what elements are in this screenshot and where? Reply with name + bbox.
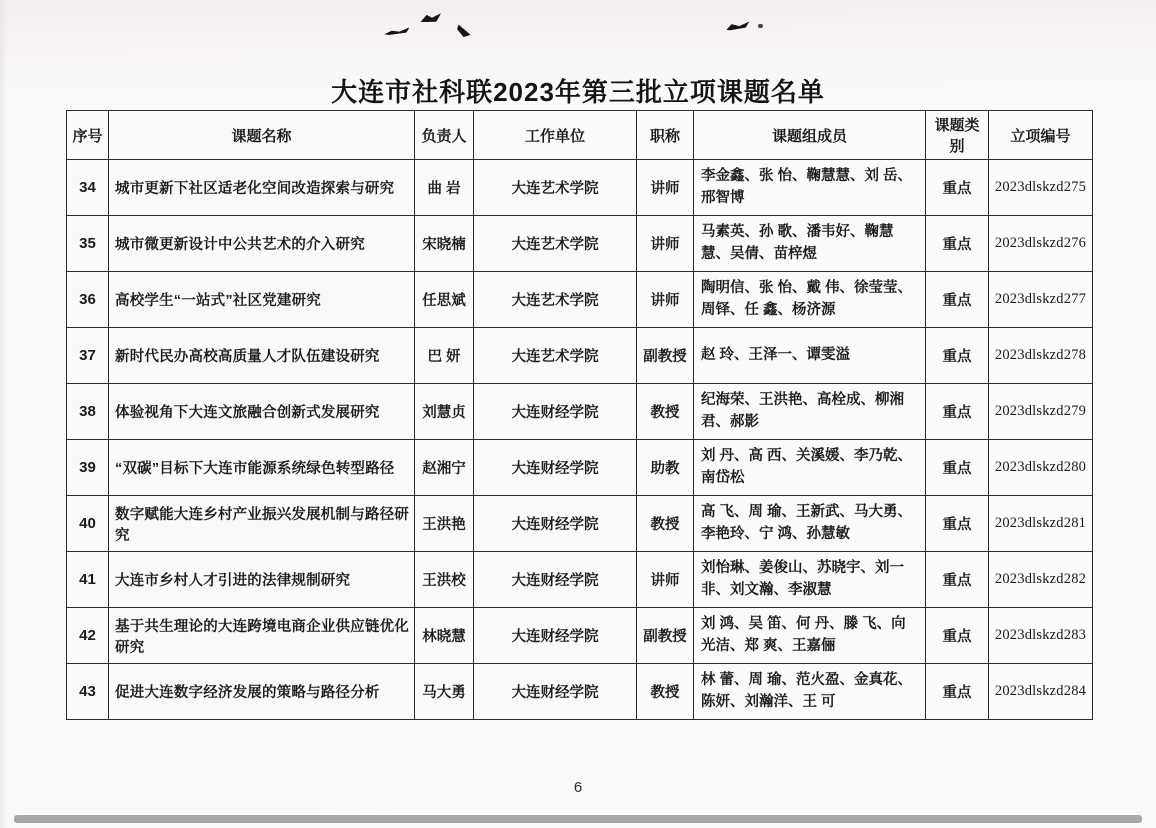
cell-rank: 讲师 (637, 552, 694, 608)
cell-members: 陶明信、张 怡、戴 伟、徐莹莹、周铎、任 鑫、杨济源 (694, 272, 926, 328)
cell-category: 重点 (926, 496, 989, 552)
cell-category: 重点 (926, 384, 989, 440)
header-code: 立项编号 (989, 111, 1093, 160)
cell-project-name: 数字赋能大连乡村产业振兴发展机制与路径研究 (109, 496, 415, 552)
ink-mark (758, 24, 763, 28)
cell-serial: 36 (67, 272, 109, 328)
cell-code: 2023dlskzd282 (989, 552, 1093, 608)
cell-members: 纪海荣、王洪艳、高栓成、柳湘君、郝影 (694, 384, 926, 440)
cell-serial: 35 (67, 216, 109, 272)
projects-table (66, 110, 1093, 720)
cell-leader: 马大勇 (415, 664, 474, 720)
cell-rank: 副教授 (637, 608, 694, 664)
cell-rank: 教授 (637, 384, 694, 440)
cell-serial: 34 (67, 160, 109, 216)
cell-code: 2023dlskzd278 (989, 328, 1093, 384)
cell-code: 2023dlskzd279 (989, 384, 1093, 440)
cell-category: 重点 (926, 216, 989, 272)
cell-code: 2023dlskzd277 (989, 272, 1093, 328)
cell-category: 重点 (926, 328, 989, 384)
cell-members: 刘 丹、高 西、关溪媛、李乃乾、南岱松 (694, 440, 926, 496)
table-row (67, 664, 1093, 720)
header-serial: 序号 (67, 111, 109, 160)
cell-rank: 助教 (637, 440, 694, 496)
table-row (67, 384, 1093, 440)
cell-members: 李金鑫、张 怡、鞠慧慧、刘 岳、邢智博 (694, 160, 926, 216)
cell-rank: 讲师 (637, 272, 694, 328)
table-row (67, 160, 1093, 216)
cell-members: 刘 鸿、吴 笛、何 丹、滕 飞、向光洁、郑 爽、王嘉俪 (694, 608, 926, 664)
header-leader: 负责人 (415, 111, 474, 160)
cell-work-unit: 大连财经学院 (474, 552, 637, 608)
table-row (67, 440, 1093, 496)
cell-work-unit: 大连艺术学院 (474, 272, 637, 328)
cell-rank: 讲师 (637, 216, 694, 272)
cell-code: 2023dlskzd283 (989, 608, 1093, 664)
cell-code: 2023dlskzd275 (989, 160, 1093, 216)
cell-work-unit: 大连财经学院 (474, 440, 637, 496)
cell-category: 重点 (926, 440, 989, 496)
cell-serial: 43 (67, 664, 109, 720)
header-rank: 职称 (637, 111, 694, 160)
cell-category: 重点 (926, 272, 989, 328)
cell-category: 重点 (926, 552, 989, 608)
cell-members: 赵 玲、王泽一、谭雯溢 (694, 328, 926, 384)
table-header-row (67, 111, 1093, 160)
cell-work-unit: 大连艺术学院 (474, 328, 637, 384)
cell-project-name: 新时代民办高校高质量人才队伍建设研究 (109, 328, 415, 384)
cell-code: 2023dlskzd280 (989, 440, 1093, 496)
cell-serial: 40 (67, 496, 109, 552)
cell-members: 刘怡琳、姜俊山、苏晓宇、刘一非、刘文瀚、李淑慧 (694, 552, 926, 608)
cell-work-unit: 大连财经学院 (474, 496, 637, 552)
table-row (67, 216, 1093, 272)
cell-project-name: 基于共生理论的大连跨境电商企业供应链优化研究 (109, 608, 415, 664)
cell-category: 重点 (926, 160, 989, 216)
cell-members: 高 飞、周 瑜、王新武、马大勇、李艳玲、宁 鸿、孙慧敏 (694, 496, 926, 552)
cell-leader: 王洪校 (415, 552, 474, 608)
page-number: 6 (573, 779, 583, 796)
cell-project-name: 促进大连数字经济发展的策略与路径分析 (109, 664, 415, 720)
cell-leader: 曲 岩 (415, 160, 474, 216)
cell-rank: 讲师 (637, 160, 694, 216)
cell-leader: 宋晓楠 (415, 216, 474, 272)
cell-leader: 王洪艳 (415, 496, 474, 552)
cell-leader: 赵湘宁 (415, 440, 474, 496)
table-row (67, 496, 1093, 552)
table-row (67, 272, 1093, 328)
cell-serial: 39 (67, 440, 109, 496)
cell-work-unit: 大连艺术学院 (474, 160, 637, 216)
cell-serial: 37 (67, 328, 109, 384)
cell-project-name: 城市微更新设计中公共艺术的介入研究 (109, 216, 415, 272)
ink-mark (384, 27, 410, 36)
cell-category: 重点 (926, 664, 989, 720)
projects-table-container (66, 110, 1093, 720)
page-title: 大连市社科联2023年第三批立项课题名单 (331, 77, 825, 107)
cell-serial: 38 (67, 384, 109, 440)
cell-code: 2023dlskzd281 (989, 496, 1093, 552)
cell-leader: 任思斌 (415, 272, 474, 328)
cell-project-name: 体验视角下大连文旅融合创新式发展研究 (109, 384, 415, 440)
header-category: 课题类别 (926, 111, 989, 160)
cell-rank: 教授 (637, 496, 694, 552)
header-members: 课题组成员 (694, 111, 926, 160)
cell-rank: 副教授 (637, 328, 694, 384)
cell-work-unit: 大连财经学院 (474, 608, 637, 664)
cell-project-name: “双碳”目标下大连市能源系统绿色转型路径 (109, 440, 415, 496)
cell-work-unit: 大连艺术学院 (474, 216, 637, 272)
table-row (67, 608, 1093, 664)
scan-edge-shadow (14, 815, 1142, 823)
cell-code: 2023dlskzd276 (989, 216, 1093, 272)
cell-serial: 41 (67, 552, 109, 608)
header-project-name: 课题名称 (109, 111, 415, 160)
cell-category: 重点 (926, 608, 989, 664)
header-work-unit: 工作单位 (474, 111, 637, 160)
ink-mark (454, 24, 472, 39)
table-row (67, 328, 1093, 384)
cell-work-unit: 大连财经学院 (474, 664, 637, 720)
ink-mark (726, 21, 751, 31)
cell-project-name: 高校学生“一站式”社区党建研究 (109, 272, 415, 328)
ink-mark (419, 11, 443, 25)
cell-leader: 巴 妍 (415, 328, 474, 384)
cell-work-unit: 大连财经学院 (474, 384, 637, 440)
cell-project-name: 大连市乡村人才引进的法律规制研究 (109, 552, 415, 608)
cell-leader: 刘慧贞 (415, 384, 474, 440)
cell-rank: 教授 (637, 664, 694, 720)
table-row (67, 552, 1093, 608)
cell-members: 林 蕾、周 瑜、范火盈、金真花、陈妍、刘瀚洋、王 可 (694, 664, 926, 720)
cell-project-name: 城市更新下社区适老化空间改造探索与研究 (109, 160, 415, 216)
cell-code: 2023dlskzd284 (989, 664, 1093, 720)
cell-leader: 林晓慧 (415, 608, 474, 664)
cell-members: 马素英、孙 歌、潘韦好、鞠慧慧、吴倩、苗梓煜 (694, 216, 926, 272)
cell-serial: 42 (67, 608, 109, 664)
